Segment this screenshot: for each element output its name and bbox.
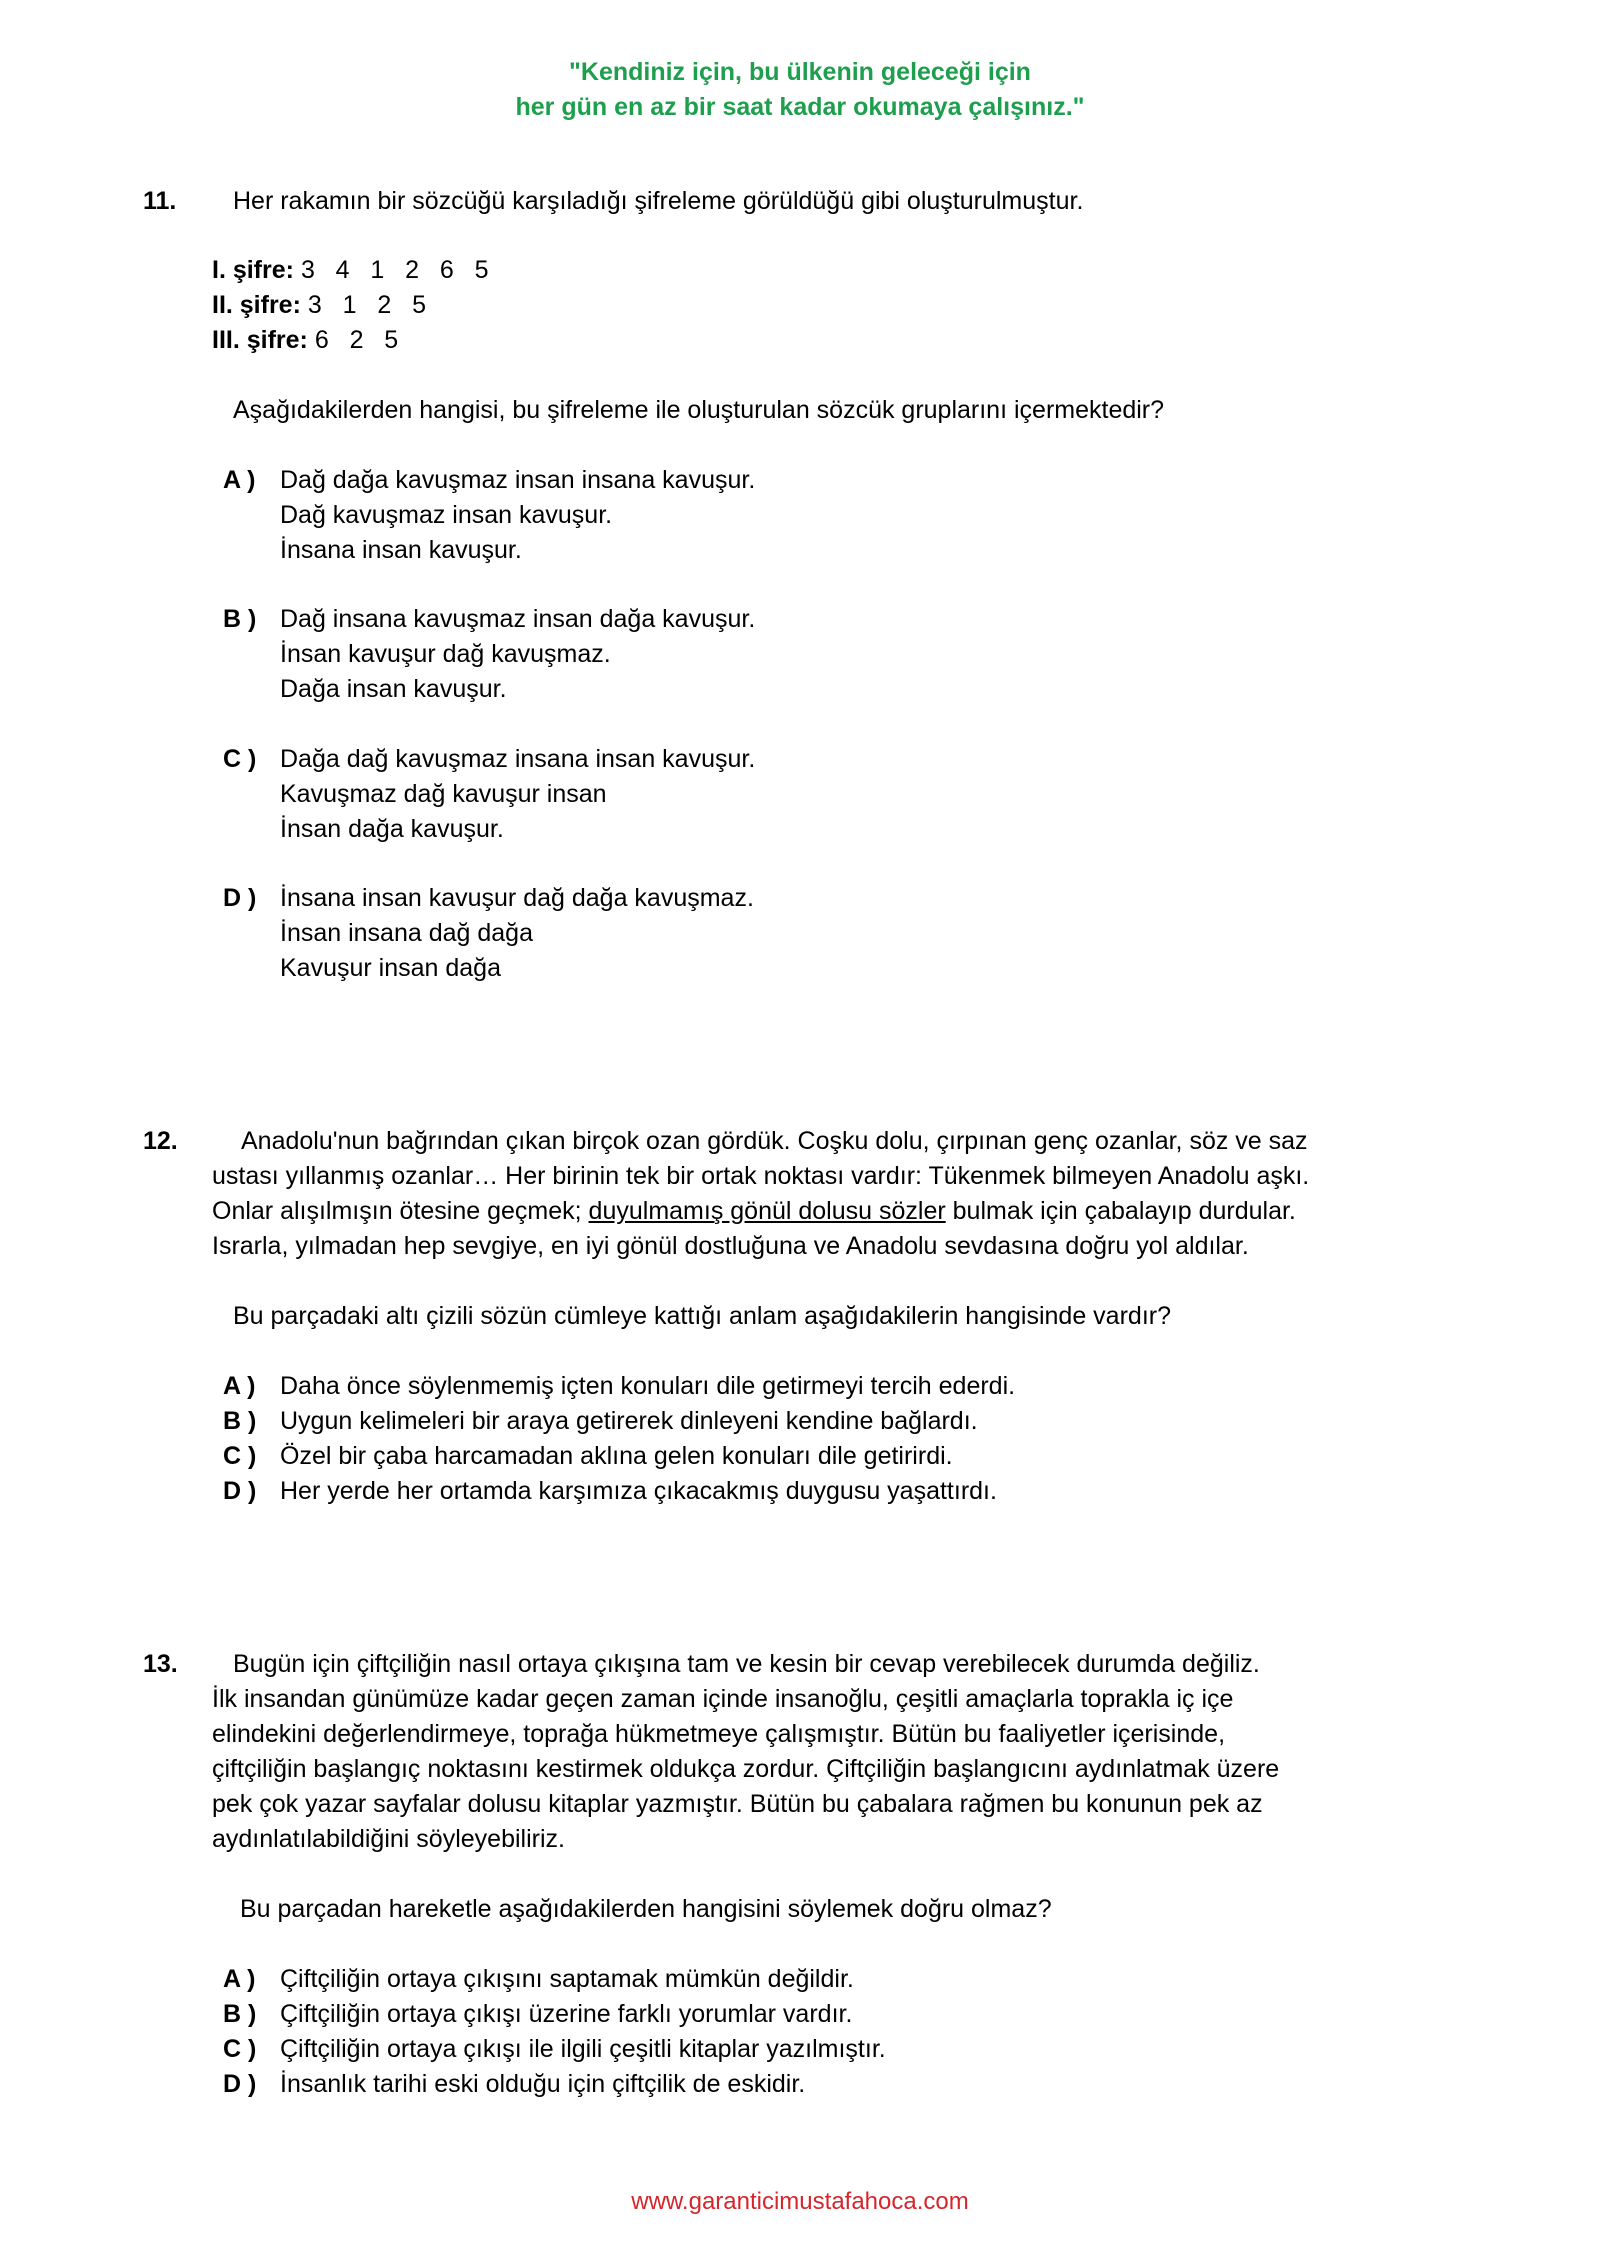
question-text: Her rakamın bir sözcüğü karşıladığı şifreleme görüldüğü gibi oluşturulmuştur. — [233, 187, 1084, 215]
code-value: 3 1 2 5 — [307, 291, 427, 319]
option-line: İnsana insan kavuşur. — [280, 536, 522, 564]
option-text: Uygun kelimeleri bir araya getirerek dinleyeni kendine bağlardı. — [280, 1407, 978, 1435]
option-letter: C ) — [223, 745, 257, 773]
option-letter: A ) — [223, 466, 256, 494]
passage-text: bulmak için çabalayıp durdular. — [945, 1197, 1296, 1225]
option-text: Çiftçiliğin ortaya çıkışını saptamak mümkün değildir. — [280, 1965, 854, 1993]
code-line — [212, 291, 426, 320]
code-label: I. şifre: — [212, 256, 294, 284]
passage-text: Onlar alışılmışın ötesine geçmek; — [212, 1197, 589, 1225]
passage-line: İlk insandan günümüze kadar geçen zaman içinde insanoğlu, çeşitli amaçlarla toprakla iç içe — [212, 1685, 1234, 1713]
code-value: 3 4 1 2 6 5 — [300, 256, 489, 284]
option-letter: D ) — [223, 884, 257, 912]
code-line — [212, 256, 489, 285]
underlined-phrase: duyulmamış gönül dolusu sözler — [588, 1197, 946, 1225]
option-line: Dağ insana kavuşmaz insan dağa kavuşur. — [280, 605, 756, 633]
passage-line: Israrla, yılmadan hep sevgiye, en iyi gönül dostluğuna ve Anadolu sevdasına doğru yol aldılar. — [212, 1232, 1249, 1260]
option-letter: B ) — [223, 1407, 257, 1435]
passage-line: elindekini değerlendirmeye, toprağa hükmetmeye çalışmıştır. Bütün bu faaliyetler içerisinde, — [212, 1720, 1226, 1748]
question-prompt: Aşağıdakilerden hangisi, bu şifreleme ile oluşturulan sözcük gruplarını içermektedir? — [233, 396, 1165, 424]
option-letter: A ) — [223, 1965, 256, 1993]
option-letter: C ) — [223, 1442, 257, 1470]
passage-line: Anadolu'nun bağrından çıkan birçok ozan gördük. Coşku dolu, çırpınan genç ozanlar, söz ve saz — [241, 1127, 1308, 1155]
option-line: İnsan insana dağ dağa — [280, 919, 533, 947]
passage-line — [212, 1197, 1296, 1226]
code-value: 6 2 5 — [314, 326, 399, 354]
option-text: Çiftçiliğin ortaya çıkışı üzerine farklı yorumlar vardır. — [280, 2000, 853, 2028]
option-letter: D ) — [223, 2070, 257, 2098]
question-number: 12. — [143, 1127, 178, 1155]
question-number: 11. — [143, 187, 177, 215]
question-number: 13. — [143, 1650, 178, 1678]
passage-line: ustası yıllanmış ozanlar… Her birinin tek bir ortak noktası vardır: Tükenmek bilmeyen Anadolu aşkı. — [212, 1162, 1310, 1190]
option-line: Dağ dağa kavuşmaz insan insana kavuşur. — [280, 466, 756, 494]
passage-line: pek çok yazar sayfalar dolusu kitaplar yazmıştır. Bütün bu çabalara rağmen bu konunun pek az — [212, 1790, 1263, 1818]
passage-line: aydınlatılabildiğini söyleyebiliriz. — [212, 1825, 565, 1853]
code-label: II. şifre: — [212, 291, 301, 319]
option-line: Dağa insan kavuşur. — [280, 675, 507, 703]
option-text: İnsanlık tarihi eski olduğu için çiftçilik de eskidir. — [280, 2070, 806, 2098]
header-quote-line-2: her gün en az bir saat kadar okumaya çalışınız." — [515, 93, 1085, 121]
option-letter: A ) — [223, 1372, 256, 1400]
option-line: Kavuşur insan dağa — [280, 954, 501, 982]
option-line: İnsana insan kavuşur dağ dağa kavuşmaz. — [280, 884, 754, 912]
option-line: Kavuşmaz dağ kavuşur insan — [280, 780, 607, 808]
header-quote-line-1: "Kendiniz için, bu ülkenin geleceği için — [569, 58, 1031, 86]
passage-line: Bugün için çiftçiliğin nasıl ortaya çıkışına tam ve kesin bir cevap verebilecek durumda değiliz. — [233, 1650, 1260, 1678]
option-line: Dağ kavuşmaz insan kavuşur. — [280, 501, 613, 529]
option-text: Özel bir çaba harcamadan aklına gelen konuları dile getirirdi. — [280, 1442, 953, 1470]
option-letter: D ) — [223, 1477, 257, 1505]
option-line: Dağa dağ kavuşmaz insana insan kavuşur. — [280, 745, 756, 773]
option-letter: B ) — [223, 2000, 257, 2028]
question-prompt: Bu parçadan hareketle aşağıdakilerden hangisini söylemek doğru olmaz? — [240, 1895, 1052, 1923]
option-letter: B ) — [223, 605, 257, 633]
option-text: Her yerde her ortamda karşımıza çıkacakmış duygusu yaşattırdı. — [280, 1477, 997, 1505]
option-text: Daha önce söylenmemiş içten konuları dile getirmeyi tercih ederdi. — [280, 1372, 1016, 1400]
option-line: İnsan dağa kavuşur. — [280, 815, 504, 843]
code-label: III. şifre: — [212, 326, 308, 354]
passage-line: çiftçiliğin başlangıç noktasını kestirmek oldukça zordur. Çiftçiliğin başlangıcını aydınlatmak üzere — [212, 1755, 1280, 1783]
option-letter: C ) — [223, 2035, 257, 2063]
option-line: İnsan kavuşur dağ kavuşmaz. — [280, 640, 611, 668]
option-text: Çiftçiliğin ortaya çıkışı ile ilgili çeşitli kitaplar yazılmıştır. — [280, 2035, 886, 2063]
code-line — [212, 326, 398, 355]
question-prompt: Bu parçadaki altı çizili sözün cümleye kattığı anlam aşağıdakilerin hangisinde vardır? — [233, 1302, 1171, 1330]
footer-website-link[interactable]: www.garanticimustafahoca.com — [631, 2188, 969, 2215]
